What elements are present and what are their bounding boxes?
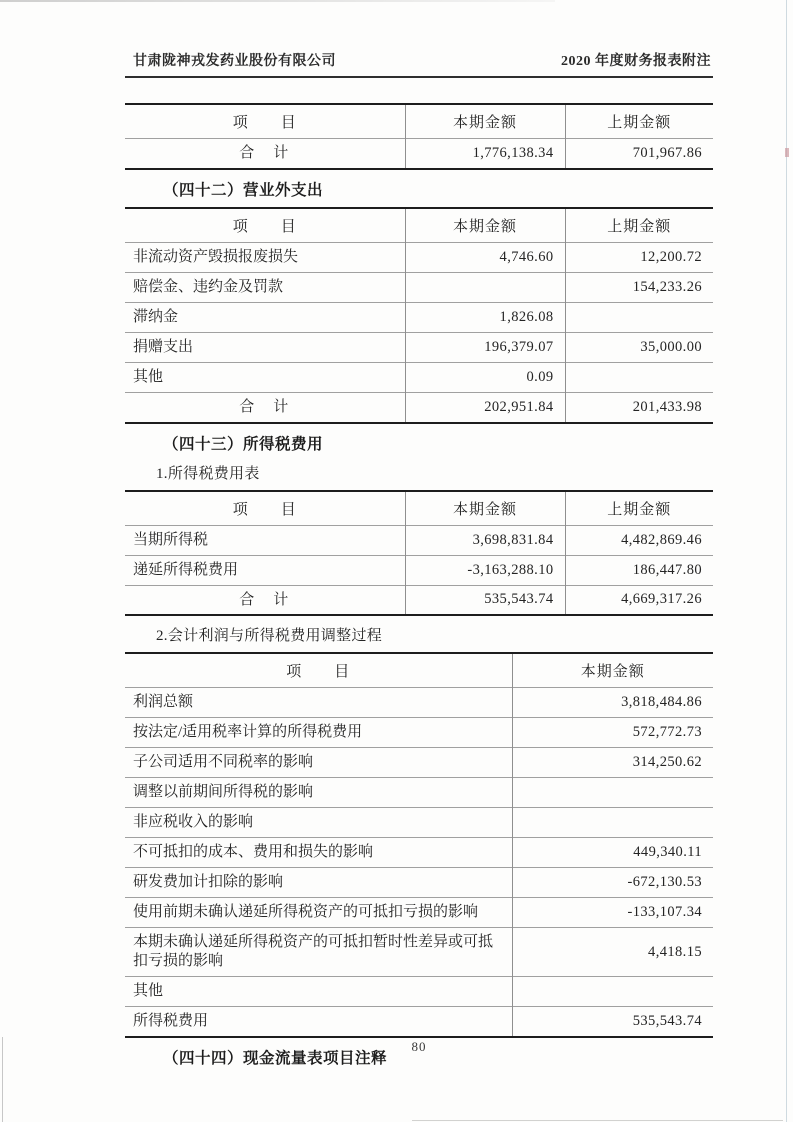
table-row: [125, 555, 713, 585]
column-header-item: 项 目: [232, 501, 297, 518]
row-value: 449,340.11: [512, 838, 713, 868]
row-label: 不可抵扣的成本、费用和损失的影响: [133, 844, 374, 861]
table-row: [125, 838, 713, 868]
table-row: [125, 718, 713, 748]
row-label: 滞纳金: [133, 308, 179, 325]
column-header-item: 项 目: [232, 218, 297, 235]
row-value: [565, 362, 713, 392]
income-tax-expense-table: [125, 490, 713, 617]
row-value: 1,826.08: [405, 302, 565, 332]
row-value: -3,163,288.10: [405, 555, 565, 585]
row-value: 572,772.73: [512, 718, 713, 748]
row-label: 利润总额: [133, 694, 194, 711]
row-value: 701,967.86: [565, 139, 713, 169]
table-row: [125, 688, 713, 718]
row-value: 12,200.72: [565, 242, 713, 272]
column-header-current-amount: 本期金额: [512, 653, 713, 688]
column-header-prior-amount: 上期金额: [565, 104, 713, 139]
row-label: 合 计: [239, 145, 291, 161]
scan-artifact-bottom-edge: [412, 1120, 783, 1121]
row-label: 所得税费用: [133, 1012, 209, 1029]
column-header-current-amount: 本期金额: [405, 208, 565, 243]
row-value: -672,130.53: [512, 868, 713, 898]
row-value: 4,418.15: [512, 928, 713, 977]
section-heading-44: （四十四）现金流量表项目注释: [163, 1049, 388, 1067]
table-row: [125, 778, 713, 808]
row-label: 非流动资产毁损报废损失: [133, 248, 299, 265]
row-label: 合 计: [239, 591, 291, 608]
row-value: 4,746.60: [405, 242, 565, 272]
row-label: 按法定/适用税率计算的所得税费用: [133, 724, 363, 741]
row-value: 154,233.26: [565, 272, 713, 302]
row-value: 196,379.07: [405, 332, 565, 362]
row-value: [512, 808, 713, 838]
sub-heading-adjustment-process: 2.会计利润与所得税费用调整过程: [156, 628, 383, 645]
row-value: 535,543.74: [405, 585, 565, 615]
table-body: [125, 139, 713, 169]
table-header-row: [125, 653, 713, 688]
table-body: [125, 688, 713, 1037]
table-row: [125, 748, 713, 778]
accounting-profit-tax-adjustment-table: [125, 652, 713, 1037]
table-row: [125, 272, 713, 302]
table-row: [125, 928, 713, 977]
row-label: 使用前期未确认递延所得税资产的可抵扣亏损的影响: [133, 904, 479, 921]
table-row: [125, 976, 713, 1006]
row-label: 递延所得税费用: [133, 561, 239, 578]
row-value: 35,000.00: [565, 332, 713, 362]
column-header-prior-amount: 上期金额: [565, 208, 713, 243]
table-row: [125, 898, 713, 928]
row-value: 4,669,317.26: [565, 585, 713, 615]
row-value: 314,250.62: [512, 748, 713, 778]
row-value: 202,951.84: [405, 392, 565, 422]
table-row: [125, 868, 713, 898]
scan-artifact-right-edge: [786, 0, 787, 1122]
row-value: 1,776,138.34: [405, 139, 565, 169]
document-header: [125, 50, 713, 78]
column-header-item: 项 目: [232, 115, 297, 131]
table-total-row: [125, 392, 713, 422]
row-label: 当期所得税: [133, 531, 209, 548]
table-row: [125, 242, 713, 272]
table-total-row: [125, 139, 713, 169]
table-body: [125, 525, 713, 615]
row-label: 其他: [133, 982, 164, 999]
table-header-row: [125, 491, 713, 526]
previous-section-total-table: [125, 103, 713, 170]
row-label: 研发费加计扣除的影响: [133, 874, 284, 891]
row-value: [512, 778, 713, 808]
column-header-item: 项 目: [286, 664, 351, 681]
row-value: [512, 976, 713, 1006]
company-name: 甘肃陇神戎发药业股份有限公司: [133, 54, 336, 69]
sub-heading-income-tax-table: 1.所得税费用表: [156, 465, 260, 482]
scan-artifact-right-mark: [785, 148, 789, 157]
row-label: 捐赠支出: [133, 338, 194, 355]
row-value: 535,543.74: [512, 1006, 713, 1036]
row-value: 3,698,831.84: [405, 525, 565, 555]
column-header-current-amount: 本期金额: [405, 491, 565, 526]
row-value: 0.09: [405, 362, 565, 392]
scan-artifact-left-edge: [2, 1037, 3, 1122]
non-operating-expenses-table: [125, 207, 713, 424]
column-header-current-amount: 本期金额: [405, 104, 565, 139]
row-label: 赔偿金、违约金及罚款: [133, 278, 284, 295]
row-value: 4,482,869.46: [565, 525, 713, 555]
row-value: 3,818,484.86: [512, 688, 713, 718]
table-total-row: [125, 585, 713, 615]
table-header-row: [125, 208, 713, 243]
page-number: 80: [411, 1039, 427, 1054]
row-value: 186,447.80: [565, 555, 713, 585]
row-value: [405, 272, 565, 302]
row-value: [565, 302, 713, 332]
table-row: [125, 332, 713, 362]
table-row: [125, 362, 713, 392]
row-label: 调整以前期间所得税的影响: [133, 784, 314, 801]
table-row: [125, 808, 713, 838]
table-body: [125, 242, 713, 422]
section-heading-42: （四十二）营业外支出: [163, 181, 324, 199]
row-value: -133,107.34: [512, 898, 713, 928]
report-title: 2020 年度财务报表附注: [561, 54, 711, 69]
table-row: [125, 525, 713, 555]
row-label: 子公司适用不同税率的影响: [133, 754, 314, 771]
section-heading-43: （四十三）所得税费用: [163, 435, 324, 453]
row-label: 本期未确认递延所得税资产的可抵扣暂时性差异或可抵扣亏损的影响: [133, 934, 494, 969]
column-header-prior-amount: 上期金额: [565, 491, 713, 526]
table-header-row: [125, 104, 713, 139]
row-label: 非应税收入的影响: [133, 814, 254, 831]
page-content: [125, 0, 713, 1075]
table-row: [125, 302, 713, 332]
row-label: 其他: [133, 368, 164, 385]
row-value: 201,433.98: [565, 392, 713, 422]
table-row: [125, 1006, 713, 1036]
row-label: 合 计: [239, 398, 291, 415]
